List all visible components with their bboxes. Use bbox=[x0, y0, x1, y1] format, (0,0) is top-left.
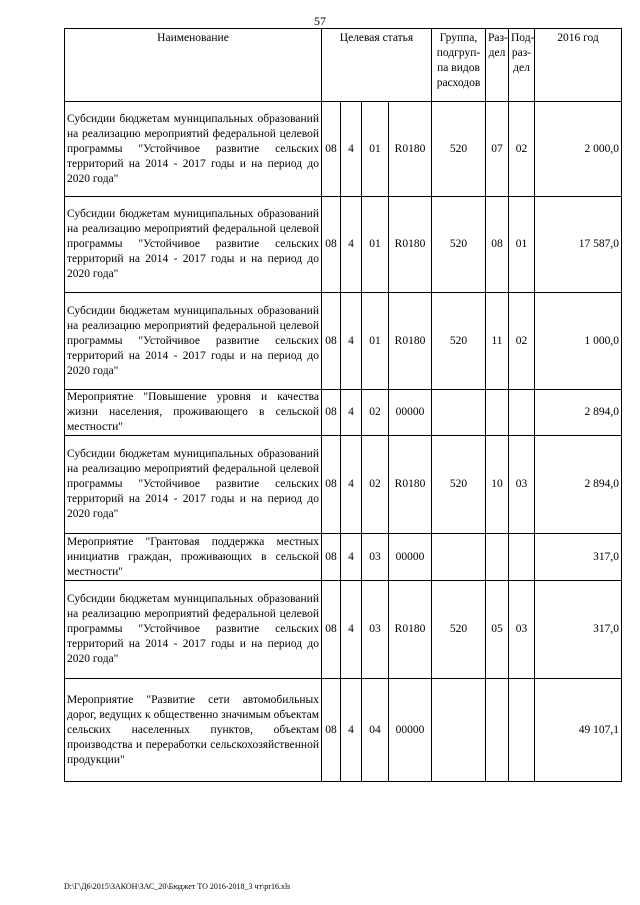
table-cell-direction: 00000 bbox=[389, 534, 432, 581]
table-cell-subsection bbox=[509, 679, 535, 782]
table-cell-direction: R0180 bbox=[389, 436, 432, 534]
table-cell-group: 520 bbox=[432, 197, 486, 293]
header-year: 2016 год bbox=[535, 29, 622, 102]
table-cell-name: Мероприятие "Грантовая поддержка местных инициатив граждан, проживающих в сельской местности" bbox=[65, 534, 322, 581]
table-cell-amount: 317,0 bbox=[535, 581, 622, 679]
table-cell-name: Субсидии бюджетам муниципальных образований на реализацию мероприятий федеральной целевой программы "Устойчивое развитие сельских территорий на 2014 - 2017 годы и на период до 2020 года" bbox=[65, 293, 322, 390]
table-cell-subprogram: 03 bbox=[362, 534, 389, 581]
table-cell-program: 08 bbox=[322, 581, 341, 679]
table-row bbox=[65, 197, 622, 293]
table-cell-subsection bbox=[509, 534, 535, 581]
header-row bbox=[65, 29, 622, 102]
table-cell-amount: 17 587,0 bbox=[535, 197, 622, 293]
table-cell-name: Субсидии бюджетам муниципальных образований на реализацию мероприятий федеральной целевой программы "Устойчивое развитие сельских территорий на 2014 - 2017 годы и на период до 2020 года" bbox=[65, 102, 322, 197]
table-cell-group bbox=[432, 534, 486, 581]
table-cell-group bbox=[432, 679, 486, 782]
table-cell-type: 4 bbox=[341, 534, 362, 581]
table-cell-amount: 2 894,0 bbox=[535, 390, 622, 436]
table-cell-subprogram: 01 bbox=[362, 102, 389, 197]
table-cell-subprogram: 02 bbox=[362, 390, 389, 436]
table-cell-program: 08 bbox=[322, 679, 341, 782]
table-cell-subprogram: 01 bbox=[362, 197, 389, 293]
table-cell-amount: 317,0 bbox=[535, 534, 622, 581]
table-cell-program: 08 bbox=[322, 197, 341, 293]
table-cell-section: 10 bbox=[486, 436, 509, 534]
table-cell-subsection: 03 bbox=[509, 581, 535, 679]
table-cell-program: 08 bbox=[322, 390, 341, 436]
table-row bbox=[65, 436, 622, 534]
table-row bbox=[65, 534, 622, 581]
budget-table bbox=[64, 28, 622, 782]
table-cell-subprogram: 04 bbox=[362, 679, 389, 782]
table-cell-name: Мероприятие "Повышение уровня и качества жизни населения, проживающего в сельской местности" bbox=[65, 390, 322, 436]
table-cell-direction: 00000 bbox=[389, 679, 432, 782]
table-cell-type: 4 bbox=[341, 679, 362, 782]
table-cell-program: 08 bbox=[322, 534, 341, 581]
table-cell-type: 4 bbox=[341, 581, 362, 679]
table-cell-type: 4 bbox=[341, 436, 362, 534]
table-cell-type: 4 bbox=[341, 197, 362, 293]
table-cell-section: 07 bbox=[486, 102, 509, 197]
header-subsection: Под-раз-дел bbox=[509, 29, 535, 102]
table-cell-group: 520 bbox=[432, 102, 486, 197]
header-section: Раз-дел bbox=[486, 29, 509, 102]
table-cell-subsection: 02 bbox=[509, 102, 535, 197]
table-cell-section bbox=[486, 679, 509, 782]
table-cell-direction: R0180 bbox=[389, 197, 432, 293]
header-group: Группа, подгруп-па видов расходов bbox=[432, 29, 486, 102]
footer-file-path: D:\Г\Д6\2015\ЗАКОН\ЗАС_20\Бюджет ТО 2016-2018_3 чт\pr16.xls bbox=[64, 882, 291, 891]
table-row bbox=[65, 390, 622, 436]
table-cell-program: 08 bbox=[322, 293, 341, 390]
table-cell-amount: 2 000,0 bbox=[535, 102, 622, 197]
table-cell-name: Субсидии бюджетам муниципальных образований на реализацию мероприятий федеральной целевой программы "Устойчивое развитие сельских территорий на 2014 - 2017 годы и на период до 2020 года" bbox=[65, 197, 322, 293]
table-cell-name: Субсидии бюджетам муниципальных образований на реализацию мероприятий федеральной целевой программы "Устойчивое развитие сельских территорий на 2014 - 2017 годы и на период до 2020 года" bbox=[65, 581, 322, 679]
table-cell-section bbox=[486, 534, 509, 581]
table-cell-amount: 1 000,0 bbox=[535, 293, 622, 390]
table-cell-subsection: 02 bbox=[509, 293, 535, 390]
table-cell-direction: R0180 bbox=[389, 102, 432, 197]
table-row bbox=[65, 679, 622, 782]
table-cell-group: 520 bbox=[432, 436, 486, 534]
table-cell-program: 08 bbox=[322, 436, 341, 534]
header-target-article: Целевая статья bbox=[322, 29, 432, 102]
table-cell-direction: R0180 bbox=[389, 293, 432, 390]
table-cell-section: 05 bbox=[486, 581, 509, 679]
table-row bbox=[65, 293, 622, 390]
table-cell-amount: 2 894,0 bbox=[535, 436, 622, 534]
table-cell-amount: 49 107,1 bbox=[535, 679, 622, 782]
table-cell-group: 520 bbox=[432, 293, 486, 390]
table-row bbox=[65, 102, 622, 197]
table-cell-group: 520 bbox=[432, 581, 486, 679]
table-cell-program: 08 bbox=[322, 102, 341, 197]
table-cell-subsection: 01 bbox=[509, 197, 535, 293]
table-cell-direction: 00000 bbox=[389, 390, 432, 436]
table-cell-subprogram: 03 bbox=[362, 581, 389, 679]
table-cell-type: 4 bbox=[341, 102, 362, 197]
table-cell-type: 4 bbox=[341, 293, 362, 390]
table-cell-direction: R0180 bbox=[389, 581, 432, 679]
page-number: 57 bbox=[314, 14, 326, 28]
table-cell-subprogram: 01 bbox=[362, 293, 389, 390]
table-row bbox=[65, 581, 622, 679]
header-name: Наименование bbox=[65, 29, 322, 102]
table-cell-type: 4 bbox=[341, 390, 362, 436]
table-cell-name: Мероприятие "Развитие сети автомобильных дорог, ведущих к общественно значимым объектам сельских населенных пунктов, объектам производства и переработки сельскохозяйственной продукции" bbox=[65, 679, 322, 782]
table-cell-section: 11 bbox=[486, 293, 509, 390]
table-cell-subprogram: 02 bbox=[362, 436, 389, 534]
table-cell-name: Субсидии бюджетам муниципальных образований на реализацию мероприятий федеральной целевой программы "Устойчивое развитие сельских территорий на 2014 - 2017 годы и на период до 2020 года" bbox=[65, 436, 322, 534]
table-cell-subsection: 03 bbox=[509, 436, 535, 534]
table-cell-section: 08 bbox=[486, 197, 509, 293]
table-cell-subsection bbox=[509, 390, 535, 436]
table-cell-group bbox=[432, 390, 486, 436]
table-cell-section bbox=[486, 390, 509, 436]
